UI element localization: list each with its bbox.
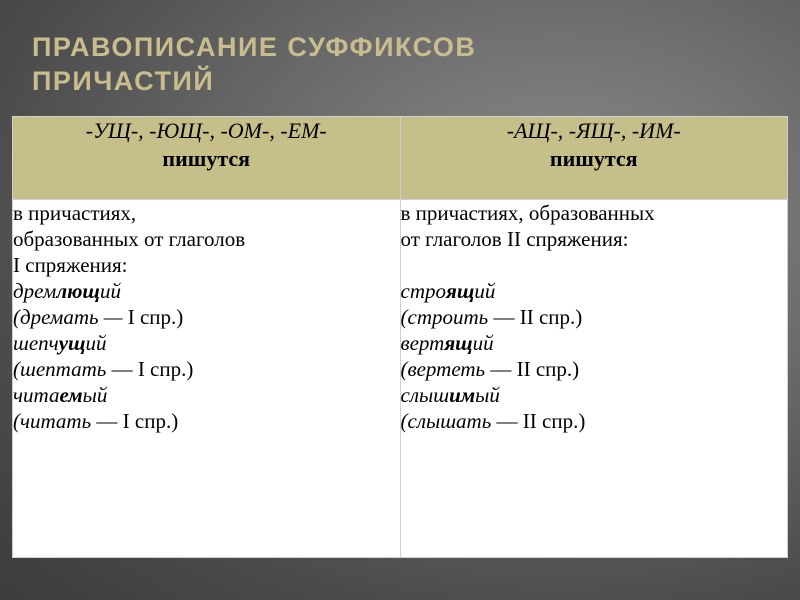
rule-line: в причастиях, (13, 201, 137, 225)
body-cell-right (400, 200, 788, 558)
slide-title (32, 30, 652, 98)
body-row (13, 200, 788, 558)
example-source-verb: (вертеть — II спр.) (400, 357, 580, 381)
example-source-verb: (строить — II спр.) (400, 305, 583, 329)
example-word: вертящий (400, 331, 494, 355)
example-word: строящий (400, 279, 496, 303)
example-source-verb: (слышать — II спр.) (400, 409, 586, 433)
example-source-verb: (читать — I спр.) (13, 409, 179, 433)
rule-line: I спряжения: (13, 253, 128, 277)
header-cell-left (13, 117, 401, 200)
example-word: шепчущий (13, 331, 107, 355)
header-written-right: пишутся (549, 146, 638, 171)
title-line-2: ПРИЧАСТИЙ (32, 66, 215, 96)
example-word: дремлющий (13, 279, 121, 303)
rule-line: образованных от глаголов (13, 227, 246, 251)
example-source-verb: (дремать — I спр.) (13, 305, 184, 329)
header-suffixes-right: -АЩ-, -ЯЩ-, -ИМ- (506, 118, 681, 143)
header-suffixes-left: -УЩ-, -ЮЩ-, -ОМ-, -ЕМ- (85, 118, 327, 143)
blank-line (401, 252, 788, 278)
rule-line: от глаголов II спряжения: (400, 227, 629, 251)
suffix-rules-table (12, 116, 788, 558)
rule-line: в причастиях, образованных (400, 201, 655, 225)
example-word: слышимый (400, 383, 500, 407)
header-cell-right (400, 117, 788, 200)
example-word: читаемый (13, 383, 108, 407)
title-line-1: ПРАВОПИСАНИЕ СУФФИКСОВ (32, 32, 477, 62)
example-source-verb: (шептать — I спр.) (13, 357, 194, 381)
header-row (13, 117, 788, 200)
body-cell-left (13, 200, 401, 558)
header-written-left: пишутся (162, 146, 251, 171)
